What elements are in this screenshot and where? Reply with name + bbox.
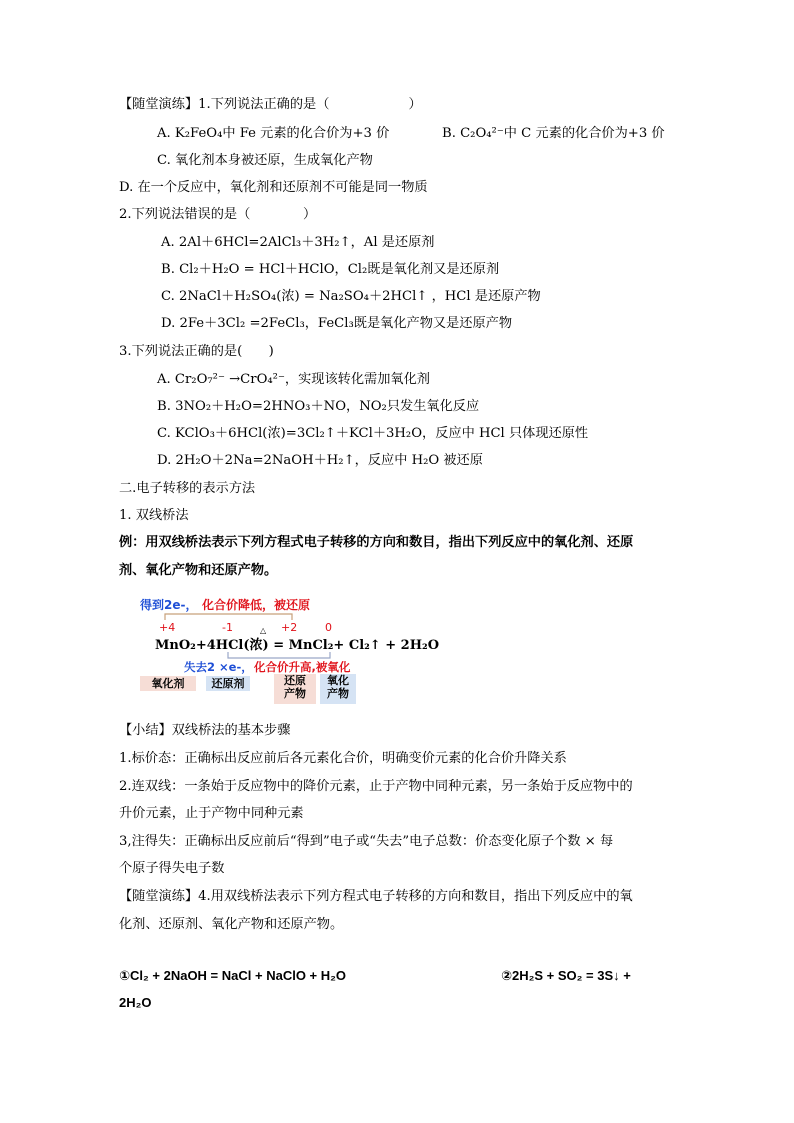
summary-step2-line1: 2.连双线：一条始于反应物中的降价元素，止于产物中同种元素，另一条始于反应物中的 bbox=[119, 779, 633, 794]
question3-option-b: B. 3NO₂＋H₂O=2HNO₃＋NO，NO₂只发生氧化反应 bbox=[157, 399, 480, 414]
oxidation-product-tag: 氧化 产物 bbox=[320, 674, 356, 704]
question3-option-d: D. 2H₂O＋2Na=2NaOH＋H₂↑，反应中 H₂O 被还原 bbox=[157, 453, 483, 468]
question2-option-d: D. 2Fe＋3Cl₂ =2FeCl₃，FeCl₃既是氧化产物又是还原产物 bbox=[161, 316, 513, 331]
gain-electrons-label: 得到2e-， bbox=[140, 598, 198, 612]
question2-option-b: B. Cl₂＋H₂O = HCl＋HClO，Cl₂既是氧化剂又是还原剂 bbox=[161, 262, 500, 277]
ox-state-cl-minus1: -1 bbox=[222, 621, 233, 634]
practice1-option-c: C. 氧化剂本身被还原，生成氧化产物 bbox=[157, 153, 373, 168]
practice4-equation2: ②2H₂S + SO₂ = 3S↓ + bbox=[501, 968, 631, 983]
summary-step3-line2: 个原子得失电子数 bbox=[119, 861, 225, 876]
example-text-line2: 剂、氧化产物和还原产物。 bbox=[119, 563, 278, 578]
lose-electrons-label: 失去2 ×e-， bbox=[184, 660, 253, 674]
question2-option-c: C. 2NaCl＋H₂SO₄(浓) = Na₂SO₄＋2HCl↑ ，HCl 是还原产物 bbox=[161, 289, 541, 304]
ox-state-mn-plus4: +4 bbox=[159, 621, 176, 634]
reductant-tag: 还原剂 bbox=[206, 676, 250, 691]
reaction-equation: MnO₂+4HCl(浓) = MnCl₂+ Cl₂↑ + 2H₂O bbox=[155, 638, 440, 653]
summary-step2-line2: 升价元素，止于产物中同种元素 bbox=[119, 806, 304, 821]
practice1-option-b: B. C₂O₄²⁻中 C 元素的化合价为+3 价 bbox=[442, 126, 665, 141]
ox-state-cl-zero: 0 bbox=[325, 621, 332, 634]
question2-stem: 2.下列说法错误的是（ ） bbox=[119, 207, 317, 222]
oxidized-label: 化合价升高,被氧化 bbox=[254, 660, 351, 674]
question2-option-a: A. 2Al＋6HCl=2AlCl₃＋3H₂↑，Al 是还原剂 bbox=[161, 235, 435, 250]
practice1-option-a: A. K₂FeO₄中 Fe 元素的化合价为+3 价 bbox=[157, 126, 390, 141]
heat-symbol: △ bbox=[260, 626, 267, 635]
practice4-equation2-continued: 2H₂O bbox=[119, 995, 152, 1010]
ox-state-mn-plus2: +2 bbox=[281, 621, 298, 634]
practice1-option-d: D. 在一个反应中，氧化剂和还原剂不可能是同一物质 bbox=[119, 180, 428, 195]
practice4-line2: 化剂、还原剂、氧化产物和还原产物。 bbox=[119, 917, 344, 932]
practice4-line1: 【随堂演练】4.用双线桥法表示下列方程式电子转移的方向和数目，指出下列反应中的氧 bbox=[119, 889, 633, 904]
double-line-bridge-diagram bbox=[140, 596, 440, 706]
practice1-question: 【随堂演练】1.下列说法正确的是（ ） bbox=[119, 97, 422, 112]
question3-option-c: C. KClO₃＋6HCl(浓)=3Cl₂↑＋KCl＋3H₂O，反应中 HCl 只体现还原性 bbox=[157, 426, 589, 441]
question3-option-a: A. Cr₂O₇²⁻ →CrO₄²⁻，实现该转化需加氧化剂 bbox=[157, 372, 430, 387]
reduction-product-tag: 还原 产物 bbox=[274, 674, 316, 704]
section-subheading: 1. 双线桥法 bbox=[119, 508, 189, 523]
section-heading: 二.电子转移的表示方法 bbox=[119, 481, 256, 496]
question3-stem: 3.下列说法正确的是( ) bbox=[119, 344, 274, 359]
practice4-equation1: ①Cl₂ + 2NaOH = NaCl + NaClO + H₂O bbox=[119, 968, 347, 983]
oxidant-tag: 氧化剂 bbox=[140, 676, 196, 691]
summary-step3-line1: 3,注得失：正确标出反应前后“得到”电子或“失去”电子总数：价态变化原子个数 × 每 bbox=[119, 834, 614, 849]
example-text-line1: 例：用双线桥法表示下列方程式电子转移的方向和数目，指出下列反应中的氧化剂、还原 bbox=[119, 535, 634, 550]
summary-step1: 1.标价态：正确标出反应前后各元素化合价，明确变价元素的化合价升降关系 bbox=[119, 751, 567, 766]
summary-title: 【小结】双线桥法的基本步骤 bbox=[119, 723, 291, 738]
reduced-label: 化合价降低，被还原 bbox=[202, 598, 311, 612]
